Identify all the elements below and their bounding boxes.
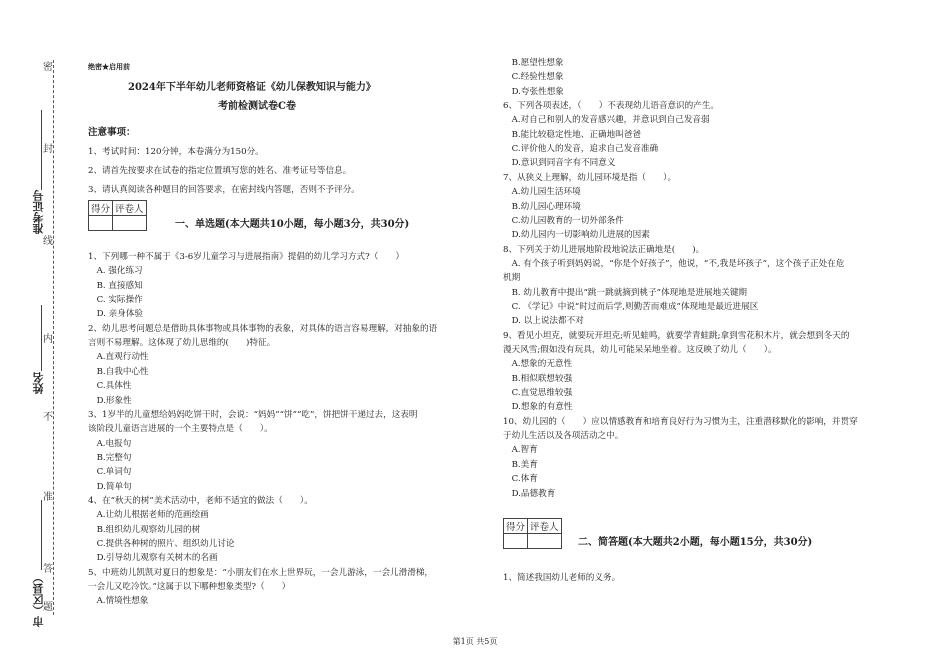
seal-char: 内	[43, 334, 53, 345]
question-line: D.幼儿园内一切影响幼儿进展的因素	[503, 230, 650, 241]
seal-char: 题	[43, 602, 53, 613]
name-label: 姓名	[32, 372, 45, 394]
page-footer: 第1页 共5页	[452, 637, 498, 646]
question-line: C.直觉思维较强	[503, 388, 573, 399]
note-item: 2、请首先按要求在试卷的指定位置填写您的姓名、准考证号等信息。	[88, 166, 352, 176]
question-line: A.智育	[503, 445, 538, 456]
seal-char: 密	[43, 62, 53, 73]
note-item: 1、考试时间：120分钟，本卷满分为150分。	[88, 147, 264, 157]
question-line: D.品德教育	[503, 488, 556, 499]
grader-label: 评卷人	[528, 519, 562, 534]
question-line: 2、幼儿思考问题总是借助具体事物或具体事物的表象，对具体的语言容易理解，对抽象的语	[88, 323, 438, 334]
question-line: D. 亲身体验	[88, 309, 144, 320]
exam-id-label: 准考证号	[32, 190, 45, 234]
seal-char: 准	[43, 492, 53, 503]
seal-char: 封	[43, 144, 53, 155]
binding-line	[53, 60, 54, 615]
question-line: C. 实际操作	[88, 295, 143, 306]
question-line: B.愿望性想象	[503, 58, 564, 68]
question-line: A.对自己和别人的发音感兴趣，并意识到自己发音弱	[503, 115, 710, 126]
score-box-2	[503, 518, 562, 549]
question-line: 一会儿又吃冷饮。”这属于以下哪种想象类型?（ ）	[88, 582, 291, 593]
note-item: 3、请认真阅读各种题目的回答要求，在密封线内答题，否则不予评分。	[88, 185, 360, 195]
question-line: 7、从狭义上理解，幼儿园环境是指（ ）。	[503, 172, 677, 183]
question-line: 3、1岁半的儿童想给妈妈吃饼干时，会说：“妈妈”“饼”“吃”，饼把饼干递过去，这表明	[88, 409, 418, 420]
question-line: 10、幼儿园的（ ）应以情感教育和培育良好行为习惯为主，注重潜移默化的影响，并贯穿	[503, 416, 858, 427]
seal-char: 答	[43, 564, 53, 575]
question-line: A.情境性想象	[88, 596, 149, 607]
question-line: 8、下列关于幼儿进展地阶段地说法正确地是( )。	[503, 244, 705, 255]
question-line: B.组织幼儿观察幼儿园的树	[88, 524, 201, 535]
question-line: 该阶段儿童语言进展的一个主要特点是（ ）。	[88, 424, 273, 435]
question-line: B.完整句	[88, 452, 132, 463]
question-line: C.单词句	[88, 467, 132, 478]
score-cell	[89, 216, 113, 231]
question-line: A.想象的无意性	[503, 359, 573, 370]
question-line: 于幼儿生活以及各项活动之中。	[503, 431, 624, 442]
question-line: D. 以上说法都不对	[503, 316, 584, 327]
question-line: 9、看见小坦克，就要玩开坦克;听见蛙鸣，就要学青蛙跳;拿到雪花积木片，就会想到冬天的	[503, 330, 850, 341]
exam-title: 2024年下半年幼儿老师资格证《幼儿保教知识与能力》	[128, 82, 376, 93]
question-line: 漫天风雪;假如没有玩具，幼儿可能呆呆地坐着。这反映了幼儿（ ）。	[503, 345, 777, 355]
question-line: B.美育	[503, 459, 538, 470]
question-line: D.简单句	[88, 481, 132, 492]
question-line: C.经验性想象	[503, 72, 564, 83]
question-line: B. 幼儿教育中提出“跳一跳就摘到桃子”体现地是进展地关键期	[503, 287, 748, 298]
question-line: A.幼儿园生活环境	[503, 187, 581, 198]
question-line: 1、下列哪一种不属于《3-6岁儿童学习与进展指南》提倡的幼儿学习方式?（ ）	[88, 252, 405, 262]
section2-heading: 二、简答题(本大题共2小题，每小题15分，共30分)	[578, 537, 813, 548]
exam-id-underline	[41, 110, 42, 190]
question-line: C.评价他人的发音，追求自己发音准确	[503, 144, 659, 155]
question-line: B.相似联想较强	[503, 373, 573, 384]
question-line: B.自我中心性	[88, 366, 149, 377]
question-line: C.提供各种树的照片、组织幼儿讨论	[88, 539, 235, 549]
question-line: C.幼儿园教育的一切外部条件	[503, 215, 624, 226]
question-line: A.直观行动性	[88, 352, 149, 363]
question-line: A.电报句	[88, 438, 132, 449]
score-label: 得分	[89, 201, 113, 216]
district-underline	[41, 500, 42, 570]
question-line: D.意识到同音字有不同意义	[503, 158, 616, 169]
question-line: 4、在“秋天的树”美术活动中，老师不适宜的做法（ ）。	[88, 495, 313, 506]
grader-label: 评卷人	[113, 201, 147, 216]
question-line: 言则不易理解。这体现了幼儿思维的( )特征。	[88, 338, 276, 349]
notes-heading: 注意事项：	[88, 127, 136, 138]
question-line: B.能比较稳定性地、正确地叫爸爸	[503, 129, 641, 140]
question-line: D.引导幼儿观察有关树木的名画	[88, 553, 218, 564]
question-line: A. 强化练习	[88, 266, 143, 277]
name-underline	[41, 305, 42, 371]
grader-cell	[528, 534, 562, 549]
seal-char: 不	[43, 412, 53, 423]
question-line: 5、中班幼儿凯凯对夏日的想象是：“小朋友们在水上世界玩，一会儿游泳，一会儿滑滑梯，	[88, 567, 434, 578]
essay-question: 1、简述我国幼儿老师的义务。	[503, 573, 621, 583]
question-line: B. 直接感知	[88, 280, 143, 291]
seal-char: 线	[43, 236, 53, 247]
question-line: C.体育	[503, 474, 538, 485]
question-line: A.让幼儿根据老师的范画绘画	[88, 510, 209, 521]
exam-subtitle: 考前检测试卷C卷	[218, 101, 296, 112]
question-line: 机期	[503, 273, 521, 284]
confidential-mark: 绝密★启用前	[88, 62, 130, 71]
score-box	[88, 200, 147, 231]
question-line: B.幼儿园心理环境	[503, 201, 581, 212]
question-line: D.夸张性想象	[503, 86, 564, 97]
section1-heading: 一、单选题(本大题共10小题，每小题3分，共30分)	[175, 219, 410, 230]
question-line: D.形象性	[88, 395, 132, 406]
score-label: 得分	[504, 519, 528, 534]
score-cell	[504, 534, 528, 549]
question-line: C. 《学记》中说“时过而后学,则勤苦而难成”体现地是最近进展区	[503, 301, 759, 312]
question-line: A. 有个孩子听到妈妈说，“你是个好孩子”，他说，“不,我是坏孩子”，这个孩子正处在危	[503, 258, 845, 269]
question-line: 6、下列各项表述，（ ）不表现幼儿语音意识的产生。	[503, 101, 720, 112]
grader-cell	[113, 216, 147, 231]
question-line: C.具体性	[88, 381, 132, 392]
question-line: D.想象的有意性	[503, 402, 573, 413]
district-label: 市（区县）	[32, 572, 45, 627]
